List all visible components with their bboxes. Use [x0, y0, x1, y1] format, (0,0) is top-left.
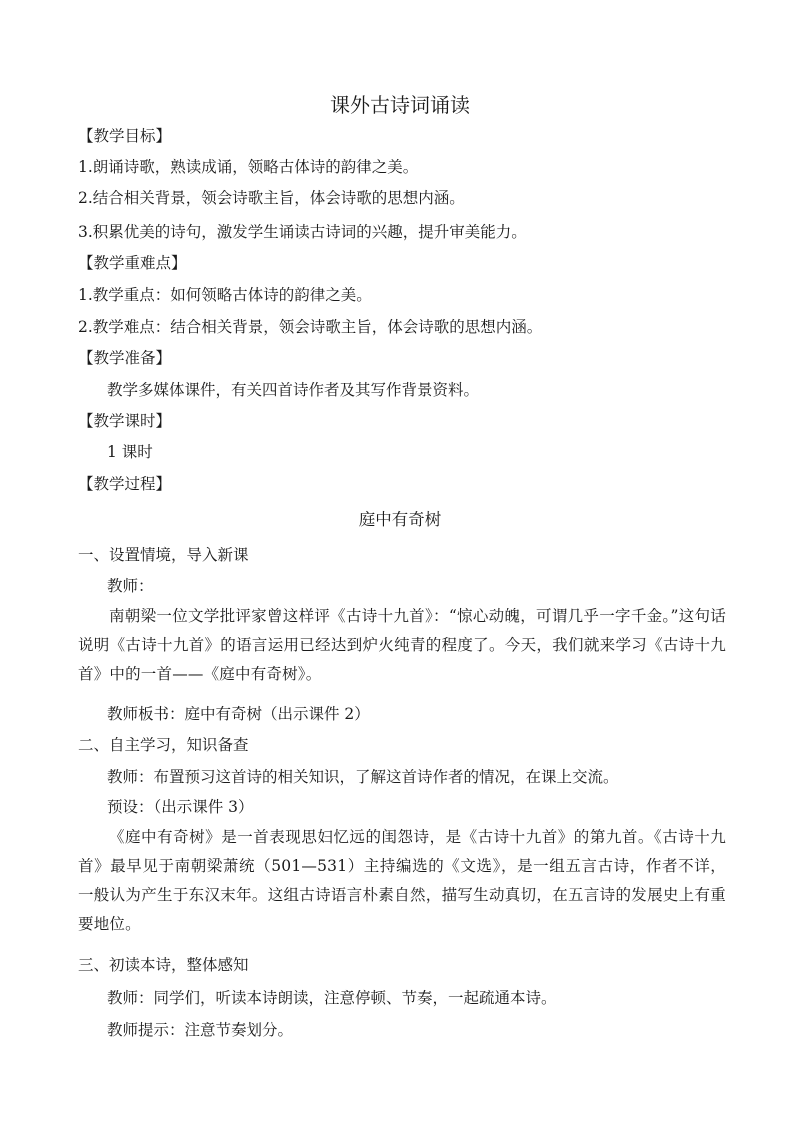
key-point-item: 2.教学难点：结合相关背景，领会诗歌主旨，体会诗歌的思想内涵。 [78, 318, 543, 336]
section2-preset: 预设：（出示课件 3） [107, 798, 254, 816]
key-point-item: 1.教学重点：如何领略古体诗的韵律之美。 [78, 286, 372, 304]
section1-teacher: 教师： [107, 577, 154, 595]
section3-tip: 教师提示：注意节奏划分。 [107, 1021, 294, 1039]
preparation-text: 教学多媒体课件，有关四首诗作者及其写作背景资料。 [107, 381, 480, 399]
section1-paragraph: 南朝梁一位文学批评家曾这样评《古诗十九首》：“惊心动魄，可谓几乎一字千金。”这句话说明《古诗十九首》的语言运用已经达到炉火纯青的程度了。今天，我们就来学习《古诗十九首》中的一首——《庭中有奇树》。 [78, 607, 726, 683]
section3-teacher: 教师：同学们，听读本诗朗读，注意停顿、节奏，一起疏通本诗。 [107, 989, 557, 1007]
poem-title: 庭中有奇树 [358, 510, 442, 529]
hours-text: 1 课时 [107, 443, 153, 461]
section2-teacher: 教师：布置预习这首诗的相关知识，了解这首诗作者的情况，在课上交流。 [107, 768, 619, 786]
objective-item: 3.积累优美的诗句，激发学生诵读古诗词的兴趣，提升审美能力。 [78, 223, 527, 241]
section1-heading: 一、设置情境，导入新课 [78, 546, 249, 564]
section3-heading: 三、初读本诗，整体感知 [78, 956, 249, 974]
objectives-heading: 【教学目标】 [78, 127, 172, 145]
section2-heading: 二、自主学习，知识备查 [78, 736, 249, 754]
hours-heading: 【教学课时】 [78, 412, 172, 430]
preparation-heading: 【教学准备】 [78, 349, 172, 367]
section1-board: 教师板书：庭中有奇树（出示课件 2） [107, 705, 370, 723]
objective-item: 2.结合相关背景，领会诗歌主旨，体会诗歌的思想内涵。 [78, 189, 465, 207]
objective-item: 1.朗诵诗歌，熟读成诵，领略古体诗的韵律之美。 [78, 158, 419, 176]
process-heading: 【教学过程】 [78, 475, 172, 493]
section2-paragraph: 《庭中有奇树》是一首表现思妇忆远的闺怨诗，是《古诗十九首》的第九首。《古诗十九首》最早见于南朝梁萧统（501—531）主持编选的《文选》，是一组五言古诗，作者不详，一般认为产生于东汉末年。这组古诗语言朴素自然，描写生动真切，在五言诗的发展史上有重要地位。 [78, 828, 726, 933]
key-points-heading: 【教学重难点】 [78, 254, 187, 272]
document-title: 课外古诗词诵读 [330, 93, 470, 117]
